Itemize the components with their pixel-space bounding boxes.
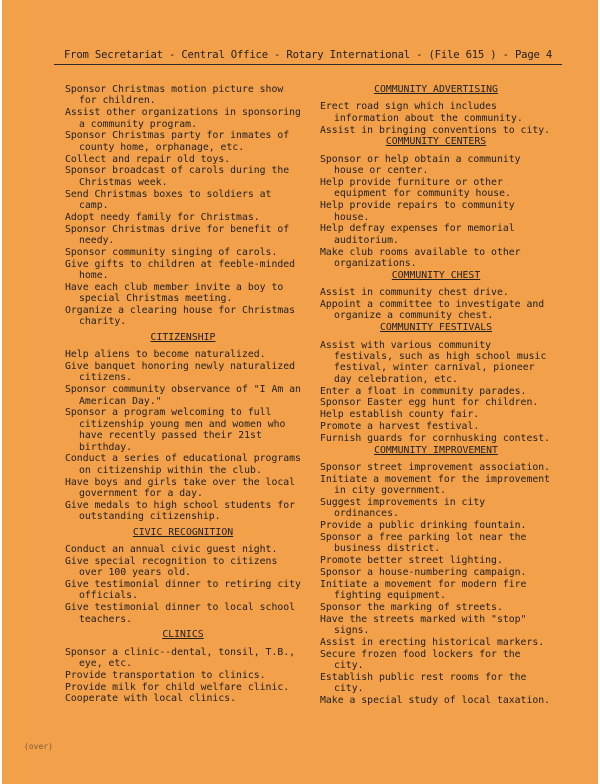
section-heading: CIVIC RECOGNITION — [132, 526, 234, 538]
section-community-improvement — [320, 445, 552, 707]
left-column — [65, 84, 301, 705]
list-item: Initiate a movement for modern fire fighting equipment. — [320, 578, 527, 602]
list-item: Have boys and girls take over the local government for a day. — [65, 476, 296, 500]
section-heading: COMMUNITY ADVERTISING — [374, 84, 498, 95]
list-item: Enter a float in community parades. — [320, 385, 527, 397]
page-header: From Secretariat - Central Office - Rotary International - (File 615 ) - Page 4 — [64, 49, 553, 61]
list-item: Adopt needy family for Christmas. — [65, 211, 260, 223]
list-item: Give special recognition to citizens over 100 years old. — [65, 555, 278, 579]
list-item: Conduct an annual civic guest night. — [65, 544, 278, 556]
section-heading: COMMUNITY IMPROVEMENT — [374, 444, 498, 456]
list-item: Help defray expenses for memorial auditorium. — [320, 223, 515, 246]
list-item: Sponsor community singing of carols. — [65, 246, 278, 258]
section-community-festivals — [320, 322, 552, 444]
list-item: Assist in erecting historical markers. — [320, 637, 545, 649]
list-item: Assist with various community festivals, such as high school music festival, winter carnival, pioneer day celebration, etc. — [320, 339, 547, 385]
list-item: Provide a public drinking fountain. — [320, 520, 527, 532]
list-item: Have the streets marked with "stop" signs. — [320, 613, 527, 637]
list-item: Initiate a movement for the improvement in city government. — [320, 473, 551, 497]
list-item: Give medals to high school students for outstanding citizenship. — [65, 499, 296, 523]
list-item: Establish public rest rooms for the city. — [320, 672, 527, 695]
list-item: Provide milk for child welfare clinic. — [65, 681, 290, 693]
list-item: Make club rooms available to other organizations. — [320, 246, 521, 270]
section-heading: CITIZENSHIP — [150, 331, 216, 343]
list-item: Assist in community chest drive. — [320, 287, 509, 299]
section-community-chest — [320, 270, 552, 322]
list-item: Promote a harvest festival. — [320, 421, 480, 433]
list-item: Send Christmas boxes to soldiers at camp. — [65, 188, 272, 212]
section-heading: CLINICS — [162, 629, 204, 641]
list-item: Erect road sign which includes information about the community. — [320, 101, 523, 124]
page-folio: (over) — [24, 742, 53, 751]
list-item: Collect and repair old toys. — [65, 153, 231, 165]
list-item: Sponsor or help obtain a community house or center. — [320, 153, 521, 177]
list-item: Help provide repairs to community house. — [320, 200, 515, 223]
list-item: Sponsor street improvement association. — [320, 462, 551, 474]
list-item: Organize a clearing house for Christmas charity. — [65, 305, 296, 328]
list-item: Sponsor a clinic--dental, tonsil, T.B., eye, etc. — [65, 646, 296, 669]
list-item: Sponsor a house-numbering campaign. — [320, 567, 527, 579]
list-item: Provide transportation to clinics. — [65, 669, 266, 681]
list-item: Sponsor the marking of streets. — [320, 602, 503, 614]
list-item: Sponsor Christmas party for inmates of county home, orphanage, etc. — [65, 130, 290, 153]
section-intro — [65, 84, 301, 328]
section-civic-recognition — [65, 527, 301, 625]
list-item: Furnish guards for cornhusking contest. — [320, 432, 551, 444]
list-item: Sponsor broadcast of carols during the Christmas week. — [65, 165, 290, 188]
section-heading: COMMUNITY CHEST — [391, 269, 481, 281]
list-item: Give testimonial dinner to local school teachers. — [65, 602, 296, 625]
section-clinics — [65, 629, 301, 705]
list-item: Help establish county fair. — [320, 409, 480, 421]
list-item: Sponsor community observance of "I Am an American Day." — [65, 384, 301, 407]
list-item: Secure frozen food lockers for the city. — [320, 648, 521, 672]
list-item: Suggest improvements in city ordinances. — [320, 497, 486, 520]
list-item: Promote better street lighting. — [320, 555, 503, 567]
list-item: Assist in bringing conventions to city. — [320, 124, 551, 136]
list-item: Make a special study of local taxation. — [320, 695, 551, 707]
list-item: Give banquet honoring newly naturalized citizens. — [65, 361, 296, 384]
section-heading: COMMUNITY CENTERS — [385, 136, 487, 148]
list-item: Give testimonial dinner to retiring city officials. — [65, 579, 301, 602]
list-item: Have each club member invite a boy to special Christmas meeting. — [65, 281, 284, 305]
list-item: Sponsor Easter egg hunt for children. — [320, 397, 539, 409]
list-item: Appoint a committee to investigate and organize a community chest. — [320, 299, 545, 322]
list-item: Assist other organizations in sponsoring a community program. — [65, 107, 301, 130]
section-citizenship — [65, 332, 301, 523]
list-item: Conduct a series of educational programs on citizenship within the club. — [65, 453, 301, 476]
list-item: Help aliens to become naturalized. — [65, 349, 266, 361]
list-item: Sponsor a free parking lot near the business district. — [320, 532, 527, 555]
list-item: Sponsor a program welcoming to full citizenship young men and women who have recently passed their 21st birthday. — [65, 407, 286, 453]
list-item: Cooperate with local clinics. — [65, 693, 237, 705]
section-community-centers — [320, 136, 552, 269]
document-page — [2, 0, 598, 784]
section-community-advertising — [320, 84, 552, 136]
list-item: Give gifts to children at feeble-minded home. — [65, 258, 296, 282]
list-item: Sponsor Christmas drive for benefit of needy. — [65, 223, 290, 247]
header-rule — [54, 64, 562, 65]
section-heading: COMMUNITY FESTIVALS — [379, 322, 493, 334]
list-item: Sponsor Christmas motion picture show for children. — [65, 84, 284, 107]
list-item: Help provide furniture or other equipment for community house. — [320, 177, 511, 200]
right-column — [320, 84, 552, 707]
